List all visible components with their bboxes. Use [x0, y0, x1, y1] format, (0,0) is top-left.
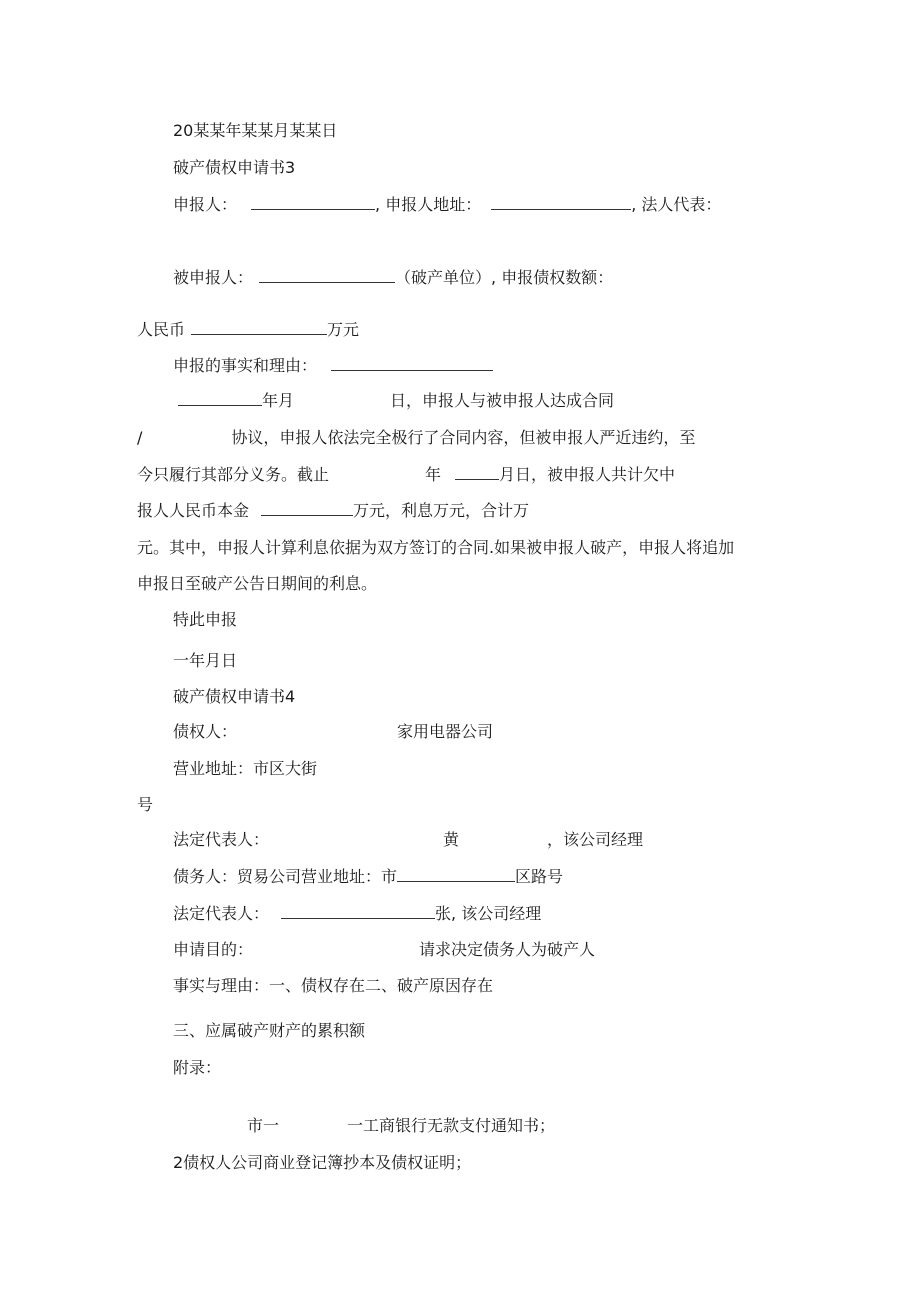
interest-total-text: 万元，利息万元，合计万 [353, 501, 530, 520]
year-text: 年 [425, 465, 442, 484]
legal-rep-role: ，该公司经理 [547, 830, 644, 849]
applicant-blank [251, 195, 375, 210]
agreement-line [137, 428, 695, 448]
appendix-label: 附录： [173, 1058, 222, 1077]
date-line: 20某某年某某月某某日 [173, 121, 338, 140]
year-blank [178, 391, 262, 406]
date-contract-line [178, 391, 614, 411]
applicant-address-label: , 申报人地址： [375, 195, 482, 214]
debtor-text: 债务人：贸易公司营业地址：市 [173, 867, 398, 886]
legal-rep-name: 黄 [443, 830, 460, 849]
debtor-line [173, 867, 563, 887]
applicant-line [173, 195, 721, 215]
legal-rep2-text: 张, 该公司经理 [435, 904, 542, 923]
legal-rep-line [173, 830, 643, 850]
period-line: 申报日至破产公告日期间的利息。 [137, 574, 378, 593]
creditor-label: 债权人： [173, 722, 238, 741]
wan-yuan-label: 万元 [327, 320, 360, 339]
appendix-2-line: 2债权人公司商业登记簿抄本及债权证明； [173, 1153, 472, 1172]
doc3-title: 破产债权申请书3 [173, 158, 296, 177]
appendix-1-text: 一工商银行无款支付通知书； [347, 1116, 556, 1135]
respondent-line [173, 268, 613, 288]
partial-text: 今只履行其部分义务。截止 [137, 465, 330, 484]
purpose-label: 申请目的： [173, 940, 254, 959]
debtor-blank [397, 867, 515, 882]
facts-reasons-line: 事实与理由：一、债权存在二、破产原因存在 [173, 976, 494, 995]
appendix-1-city: 市一 [247, 1116, 280, 1135]
applicant-label: 申报人： [173, 195, 238, 214]
partial-line [137, 465, 675, 485]
respondent-blank [259, 268, 395, 283]
rmb-blank [191, 320, 327, 335]
creditor-line [173, 722, 493, 742]
ymd-line: 一年月日 [173, 651, 238, 670]
district-road-text: 区路号 [515, 867, 564, 886]
item-3-line: 三、应属破产财产的累积额 [173, 1021, 366, 1040]
owed-text: 月日，被申报人共计欠中 [499, 465, 676, 484]
address-blank [491, 195, 631, 210]
contract-label: 日，申报人与被申报人达成合同 [390, 391, 615, 410]
legal-rep2-blank [281, 904, 435, 919]
legal-rep2-label: 法定代表人： [173, 904, 270, 923]
legal-rep2-line [173, 904, 541, 924]
principal-label: 报人人民币本金 [137, 501, 250, 520]
agreement-text: 协议，申报人依法完全极行了合同内容，但被申报人严近违约，至 [231, 428, 696, 447]
month-blank [455, 465, 499, 480]
doc4-title: 破产债权申请书4 [173, 687, 296, 706]
principal-line [137, 501, 529, 521]
rmb-line [137, 320, 359, 340]
slash: / [137, 428, 143, 447]
legal-rep-label: , 法人代表： [631, 195, 722, 214]
special-declaration: 特此申报 [173, 610, 238, 629]
year-month-label: 年月 [262, 391, 295, 410]
rmb-label: 人民币 [137, 320, 186, 339]
interest-line: 元。其中，申报人计算利息依据为双方签订的合同.如果被申报人破产，申报人将追加 [137, 538, 735, 557]
principal-blank [261, 501, 353, 516]
facts-label: 申报的事实和理由： [173, 356, 318, 375]
facts-blank [331, 356, 493, 371]
purpose-line [173, 940, 595, 960]
business-address: 营业地址：市区大街 [173, 759, 318, 778]
respondent-label: 被申报人： [173, 268, 254, 287]
legal-rep-label: 法定代表人： [173, 830, 270, 849]
creditor-value: 家用电器公司 [397, 722, 494, 741]
facts-line [173, 356, 493, 376]
appendix-1-line [247, 1116, 555, 1136]
claim-amount-label: （破产单位）, 申报债权数额： [395, 268, 614, 287]
purpose-value: 请求决定债务人为破产人 [419, 940, 596, 959]
hao-line: 号 [137, 795, 154, 814]
